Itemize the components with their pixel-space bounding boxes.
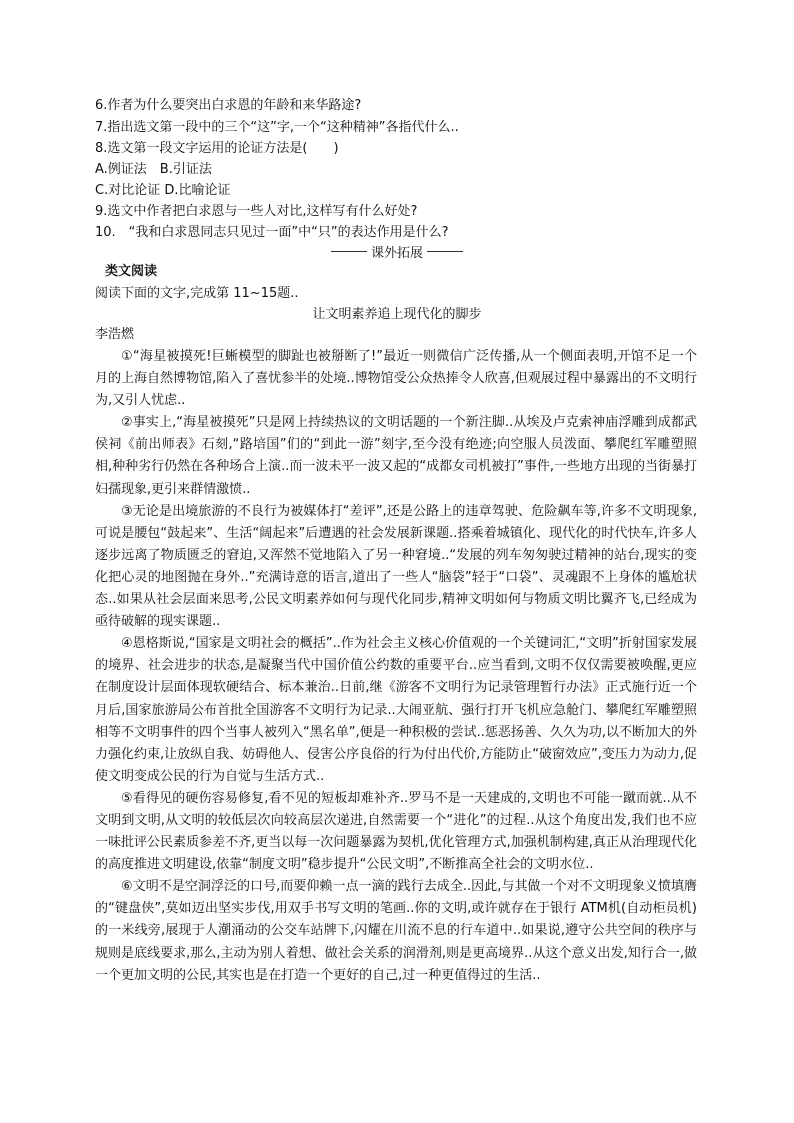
article-paragraph-3: ③无论是出境旅游的不良行为被媒体打“差评”,还是公路上的违章驾驶、危险飙车等,许多不文明现象,可说是腰包“鼓起来”、生活“阔起来”后遭遇的社会发展新课题..搭乘着城镇化、现代化的时代快车,许多人逐步远离了物质匮乏的窘迫,又浑然不觉地陷入了另一种窘境..“发展的列车匆匆驶过精神的站台,现实的变化把心灵的地图抛在身外..”充满诗意的语言,道出了一些人“脑袋”轻于“口袋”、灵魂跟不上身体的尴尬状态..如果从社会层面来思考,公民文明素养如何与现代化同步,精神文明如何与物质文明比翼齐飞,已经成为亟待破解的现实课题.. (95, 503, 697, 630)
question-8-options-ab: A.例证法 B.引证法 (95, 162, 212, 177)
article-paragraph-5: ⑤看得见的硬伤容易修复,看不见的短板却难补齐..罗马不是一天建成的,文明也不可能一蹴而就..从不文明到文明,从文明的较低层次向较高层次递进,自然需要一个“进化”的过程..从这个角度出发,我们也不应一味批评公民素质参差不齐,更当以每一次问题暴露为契机,优化管理方式,加强机制构建,真正从治理现代化的高度推进文明建设,依靠“制度文明”稳步提升“公民文明”,不断推高全社会的文明水位.. (95, 790, 697, 873)
question-9: 9.选文中作者把白求恩与一些人对比,这样写有什么好处? (95, 204, 418, 219)
divider-line-right (427, 251, 463, 252)
article-body (95, 346, 697, 987)
article-paragraph-2: ②事实上,“海星被摸死”只是网上持续热议的文明话题的一个新注脚..从埃及卢克索神庙浮雕到成都武侯祠《前出师表》石刻,“路培国”们的“到此一游”刻字,至今没有绝迹;向空服人员泼面、攀爬红军雕塑照相,种种劣行仍然在各种场合上演..而一波未平一波又起的“成都女司机被打”事件,一些地方出现的当街暴打妇孺现象,更引来群情激愤.. (95, 415, 697, 497)
article-paragraph-4: ④恩格斯说,“国家是文明社会的概括”..作为社会主义核心价值观的一个关键词汇,“文明”折射国家发展的境界、社会进步的状态,是凝聚当代中国价值公约数的重要平台..应当看到,文明不仅仅需要被唤醒,更应在制度设计层面体现软硬结合、标本兼治..日前,继《游客不文明行为记录管理暂行办法》正式施行近一个月后,国家旅游局公布首批全国游客不文明行为记录..大闹亚航、强行打开飞机应急舱门、攀爬红军雕塑照相等不文明事件的四个当事人被列入“黑名单”,便是一种积极的尝试..惩恶扬善、久久为功,以不断加大的外力强化约束,让放纵自我、妨碍他人、侵害公序良俗的行为付出代价,方能防止“破窗效应”,变压力为动力,促使文明变成公民的行为自觉与生活方式.. (95, 636, 697, 784)
article-author: 李浩燃 (95, 327, 135, 342)
question-7: 7.指出选文第一段中的三个“这”字,一个“这种精神”各指代什么.. (95, 120, 459, 135)
question-6: 6.作者为什么要突出白求恩的年龄和来华路途? (95, 98, 362, 113)
question-8: 8.选文第一段文字运用的论证方法是( ) (95, 141, 339, 156)
section-title: 课外拓展 (370, 245, 423, 261)
article-paragraph-1: ①“海星被摸死!巨蜥模型的脚趾也被掰断了!”最近一则微信广泛传播,从一个侧面表明,开馆不足一个月的上海自然博物馆,陷入了喜忧参半的处境..博物馆受公众热捧令人欣喜,但观展过程中暴露出的不文明行为,又引人忧虑.. (95, 349, 697, 409)
question-10: 10. “我和白求恩同志只见过一面”中“只”的表达作用是什么? (95, 225, 449, 240)
reading-heading: 类文阅读 (105, 264, 158, 279)
divider-line-left (331, 251, 367, 252)
section-divider (0, 240, 794, 262)
article-paragraph-6: ⑥文明不是空洞浮泛的口号,而要仰赖一点一滴的践行去成全..因此,与其做一个对不文明现象义愤填膺的“键盘侠”,莫如迈出坚实步伐,用双手书写文明的笔画..你的文明,或许就存在于银行 ATM机(自动柜员机)的一米线旁,展现于人潮涌动的公交车站牌下,闪耀在川流不息的行车道中..如果说,遵守公共空间的秩序与规则是底线要求,那么,主动为别人着想、做社会关系的润滑剂,则是更高境界..从这个意义出发,知行合一,做一个更加文明的公民,其实也是在打造一个更好的自己,过一种更值得过的生活.. (95, 879, 697, 983)
reading-instruction: 阅读下面的文字,完成第 11~15题.. (95, 286, 299, 301)
question-8-options-cd: C.对比论证 D.比喻论证 (95, 183, 231, 198)
article-title: 让文明素养追上现代化的脚步 (312, 307, 482, 322)
